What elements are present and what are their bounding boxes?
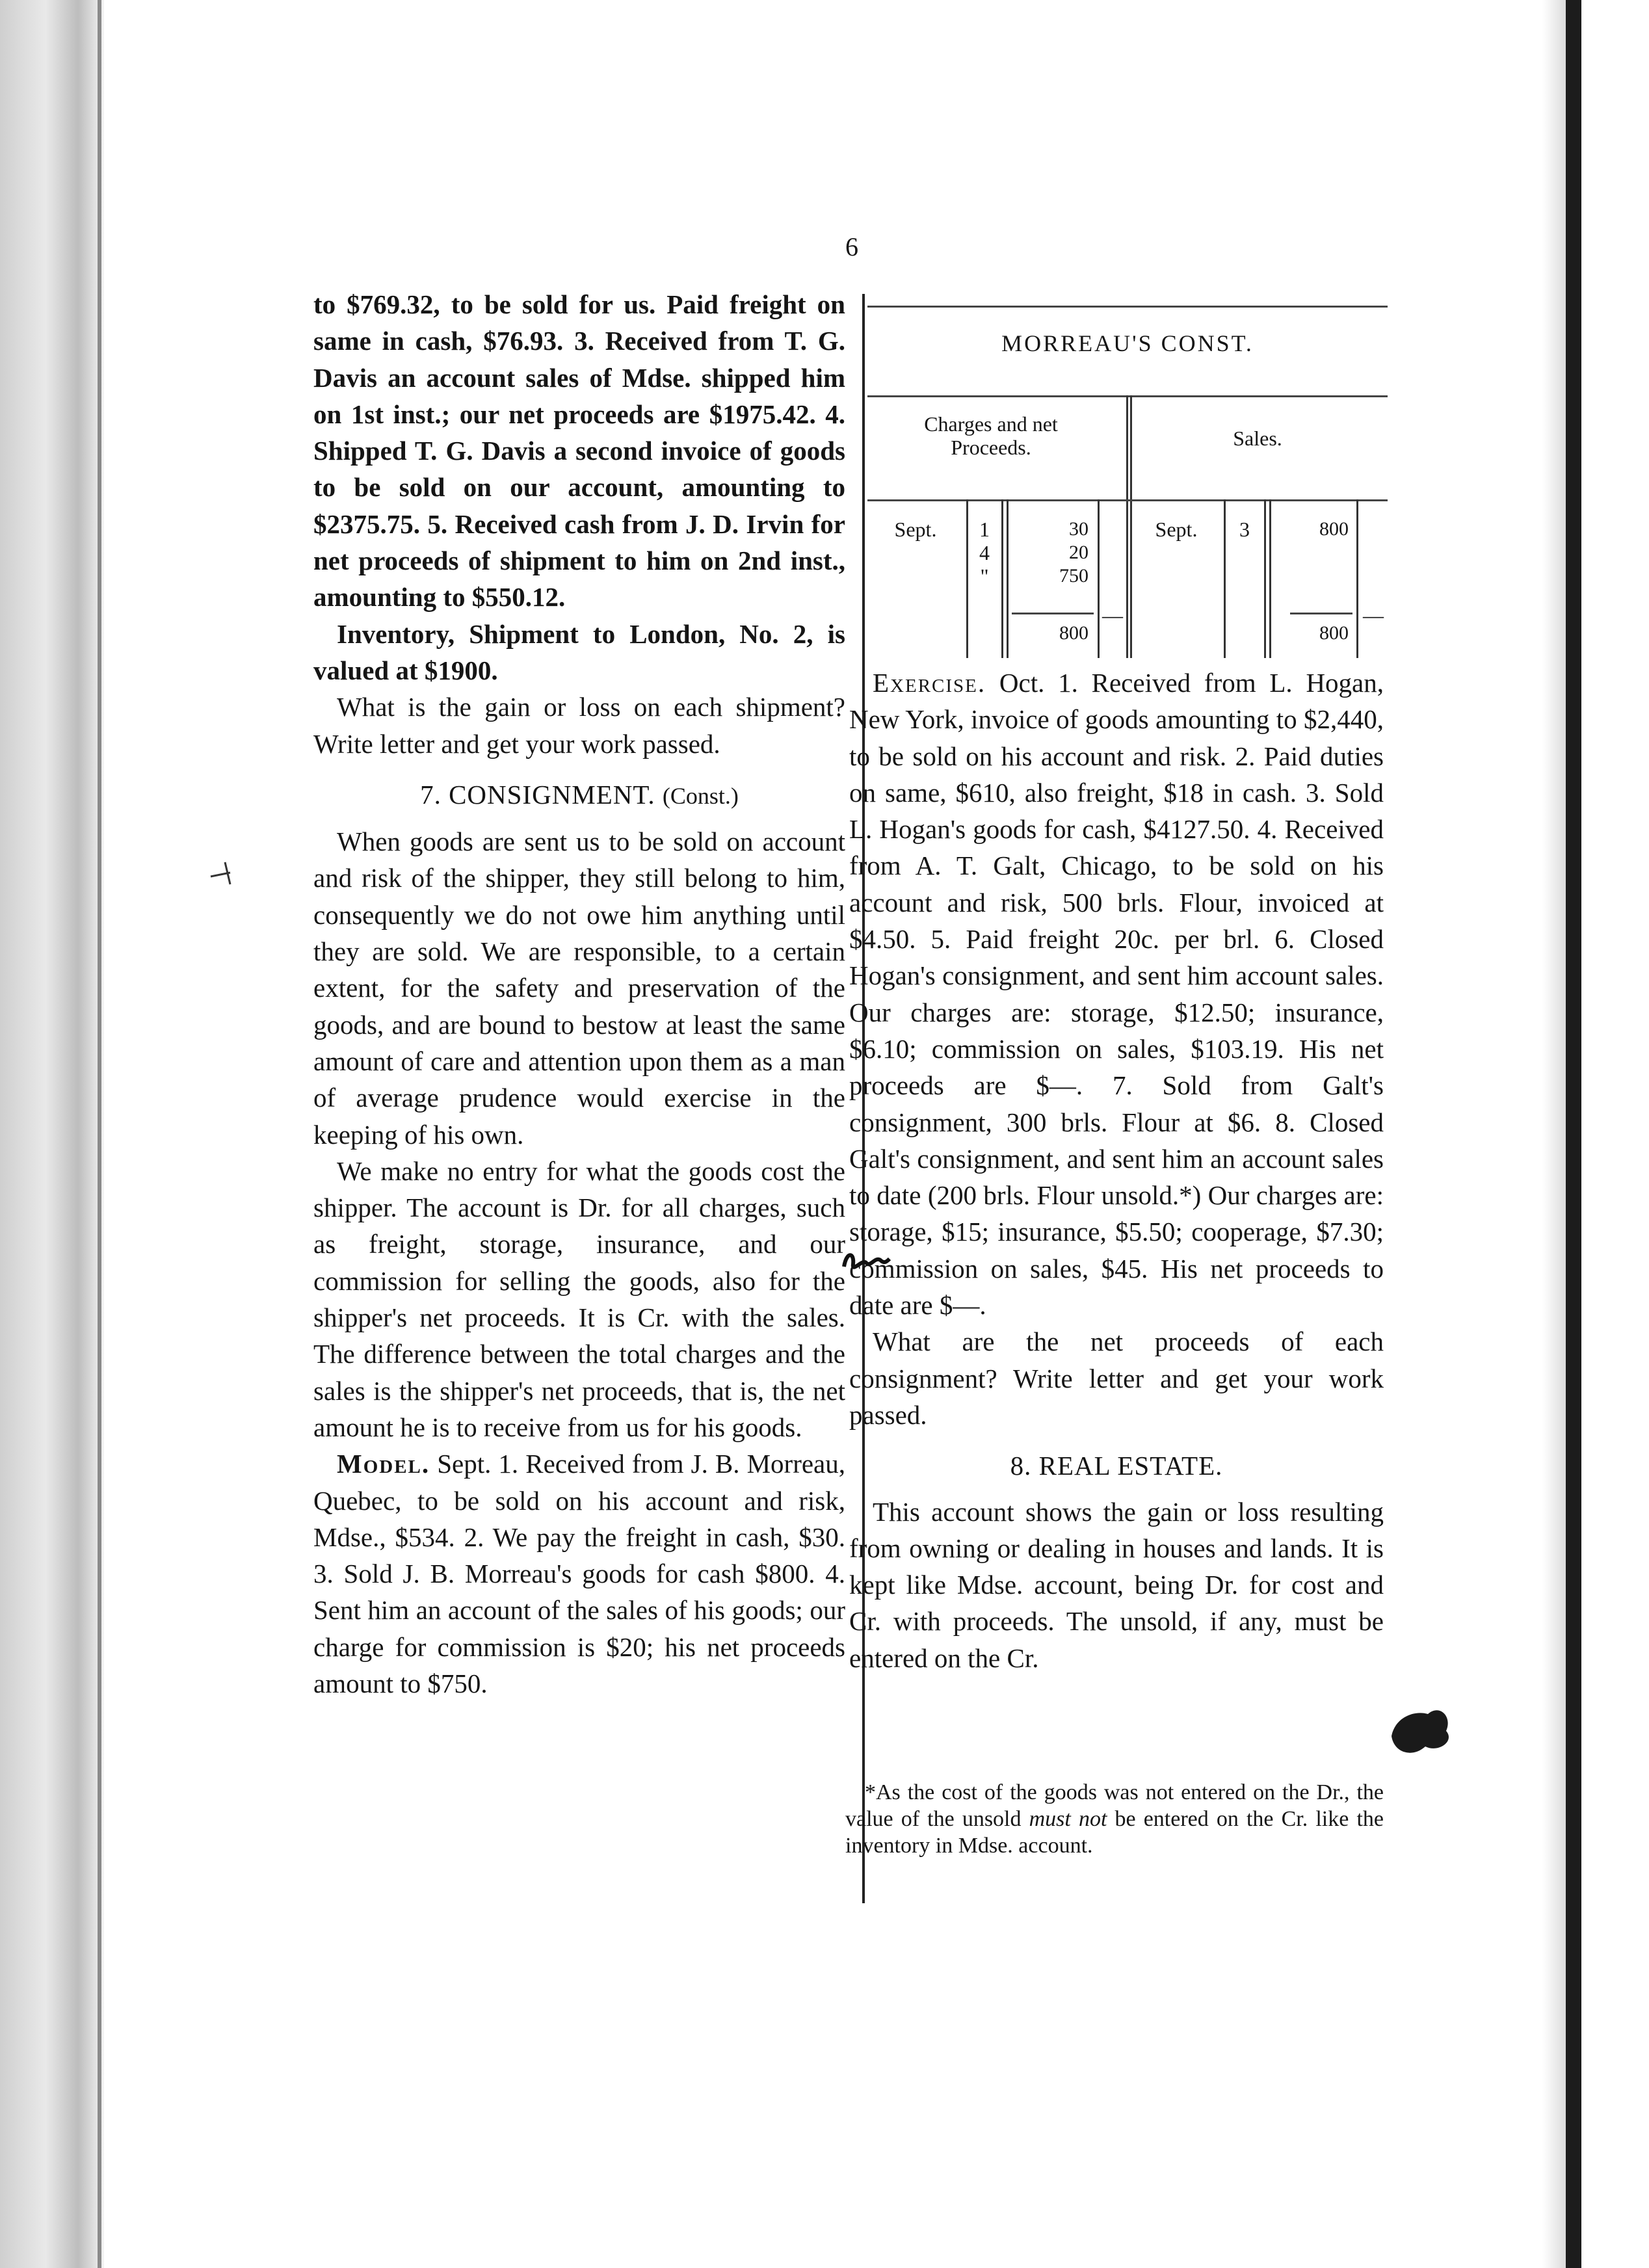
right-day: 3 — [1239, 518, 1250, 541]
exercise-text: Oct. 1. Received from L. Hogan, New York, invoice of goods amounting to $2,440, to be sold on his account and risk. 2. Paid duties on same, $610, also freight, $18 in cash. 3. Sold L. Hogan's goods for cash, $4127.50. 4. Received from A. T. Galt, Chicago, to be sold on his account and risk, 500 brls. Flour, invoiced at $4.50. 5. Paid freight 20c. per brl. 6. Closed Hogan's consignment, and sent him account sales. Our charges are: storage, $12.50; insurance, $6.10; commission on sales, $103.19. His net proceeds are $—. 7. Sold from Galt's consignment, 300 brls. Flour at $6. 8. Closed Galt's consignment, and sent him an account sales to date (200 brls. Flour unsold.*) Our charges are: storage, $15; insurance, $5.50; cooperage, $7.30; commission on sales, $45. His net proceeds to date are $—. — [849, 668, 1384, 1321]
inventory-paragraph: Inventory, Shipment to London, No. 2, is valued at $1900. — [313, 618, 845, 685]
ledger-right-header: Sales. — [1233, 427, 1282, 450]
right-amount-rule — [1264, 499, 1266, 658]
question-paragraph-2: What are the net proceeds of each consignment? Write letter and get your work passed. — [849, 1326, 1384, 1430]
left-day-3: " — [980, 564, 989, 588]
left-amount-rule-2 — [1007, 499, 1009, 658]
ledger-center-rule — [1126, 395, 1128, 658]
right-sum-rule — [1290, 613, 1352, 614]
ledger-title: MORREAU'S CONST. — [1001, 330, 1254, 356]
scan-right-shadow — [1542, 0, 1566, 2268]
consignment-paragraph: When goods are sent us to be sold on account and risk of the shipper, they still belong to him, consequently we do not owe him anything until they are sold. We are responsible, to a certain extent, for the safety and preservation of the goods, and are bound to bestow at least the same amount of care and attention upon them as a man of average prudence would exercise in the keeping of his own. — [313, 826, 845, 1150]
left-total: 800 — [1059, 622, 1088, 644]
left-amount-1: 30 — [1069, 518, 1088, 540]
ledger-left-header: Charges and net Proceeds. — [924, 412, 1058, 459]
heading-subtitle: (Const.) — [662, 782, 739, 809]
right-total: 800 — [1319, 622, 1349, 644]
model-label: Model. — [337, 1449, 430, 1479]
left-day-2: 4 — [979, 541, 990, 564]
left-amount-3: 750 — [1059, 565, 1088, 587]
left-sum-rule — [1012, 613, 1094, 614]
entry-paragraph: We make no entry for what the goods cost the shipper. The account is Dr. for all charges, such as freight, storage, insurance, and our commission for selling the goods, also for the shipper's net proceeds. It is Cr. with the sales. The difference between the total charges and the sales is the shipper's net proceeds, that is, the net amount he is to receive from us for his goods. — [313, 1155, 845, 1442]
right-day-rule — [1224, 499, 1226, 658]
left-column — [313, 286, 845, 1702]
right-amount: 800 — [1319, 518, 1349, 540]
footnote — [845, 1779, 1384, 1859]
right-dash: — — [1363, 603, 1384, 627]
scan-right-edge — [1566, 0, 1581, 2268]
footnote-text-1: *As the cost of the goods was not entered on the Dr., the value of the unsold — [845, 1780, 1384, 1831]
exercise-paragraph — [849, 665, 1384, 1323]
heading-text: 7. CONSIGNMENT. — [420, 779, 655, 810]
right-amount-rule-2 — [1269, 499, 1271, 658]
exercise-label: Exercise. — [873, 668, 986, 698]
pencil-check-mark — [208, 857, 247, 890]
ink-scribble — [840, 1247, 892, 1277]
model-text: Sept. 1. Received from J. B. Morreau, Quebec, to be sold on his account and risk, Mdse., $534. 2. We pay the freight in cash, $30. 3. Sold J. B. Morreau's goods for cash $800. 4. Sent him an account of the sales of his goods; our charge for commission is $20; his net proceeds amount to $750. — [313, 1449, 846, 1698]
footnote-text-2: be entered on the Cr. like the inventory in Mdse. account. — [845, 1807, 1384, 1858]
scan-left-margin — [0, 0, 104, 2268]
continued-paragraph: to $769.32, to be sold for us. Paid freight on same in cash, $76.93. 3. Received from T. G. Davis an account sales of Mdse. shipped him on 1st inst.; our net proceeds are $1975.42. 4. Shipped T. G. Davis a second invoice of goods to be sold on our account, amounting to $2375.75. 5. Received cash from J. D. Irvin for net proceeds of shipment to him on 2nd inst., amounting to $550.12. — [313, 289, 845, 613]
section-heading-real-estate: 8. REAL ESTATE. — [1010, 1451, 1223, 1481]
left-amount-2: 20 — [1069, 542, 1088, 563]
footnote-emphasis: must not — [1029, 1807, 1107, 1831]
left-day-1: 1 — [979, 518, 990, 541]
ledger-body-rule — [867, 499, 1388, 501]
ledger-account — [867, 297, 1388, 658]
right-cents-rule — [1356, 499, 1358, 658]
question-paragraph: What is the gain or loss on each shipment? Write letter and get your work passed. — [313, 692, 845, 759]
page-binding-edge — [98, 0, 101, 2268]
left-month: Sept. — [894, 518, 937, 541]
real-estate-paragraph: This account shows the gain or loss resulting from owning or dealing in houses and lands. It is kept like Mdse. account, being Dr. for cost and Cr. with proceeds. The unsold, if any, must be entered on the Cr. — [849, 1496, 1384, 1673]
left-cents-rule — [1098, 499, 1100, 658]
ledger-center-rule-2 — [1130, 395, 1132, 658]
left-dash: — — [1102, 603, 1123, 627]
right-column — [849, 665, 1384, 1676]
right-month: Sept. — [1155, 518, 1198, 541]
page-number: 6 — [845, 232, 858, 261]
section-heading-consignment — [313, 776, 845, 814]
model-paragraph — [313, 1445, 845, 1702]
ledger-top-rule — [867, 306, 1388, 308]
ink-blot — [1382, 1691, 1460, 1762]
